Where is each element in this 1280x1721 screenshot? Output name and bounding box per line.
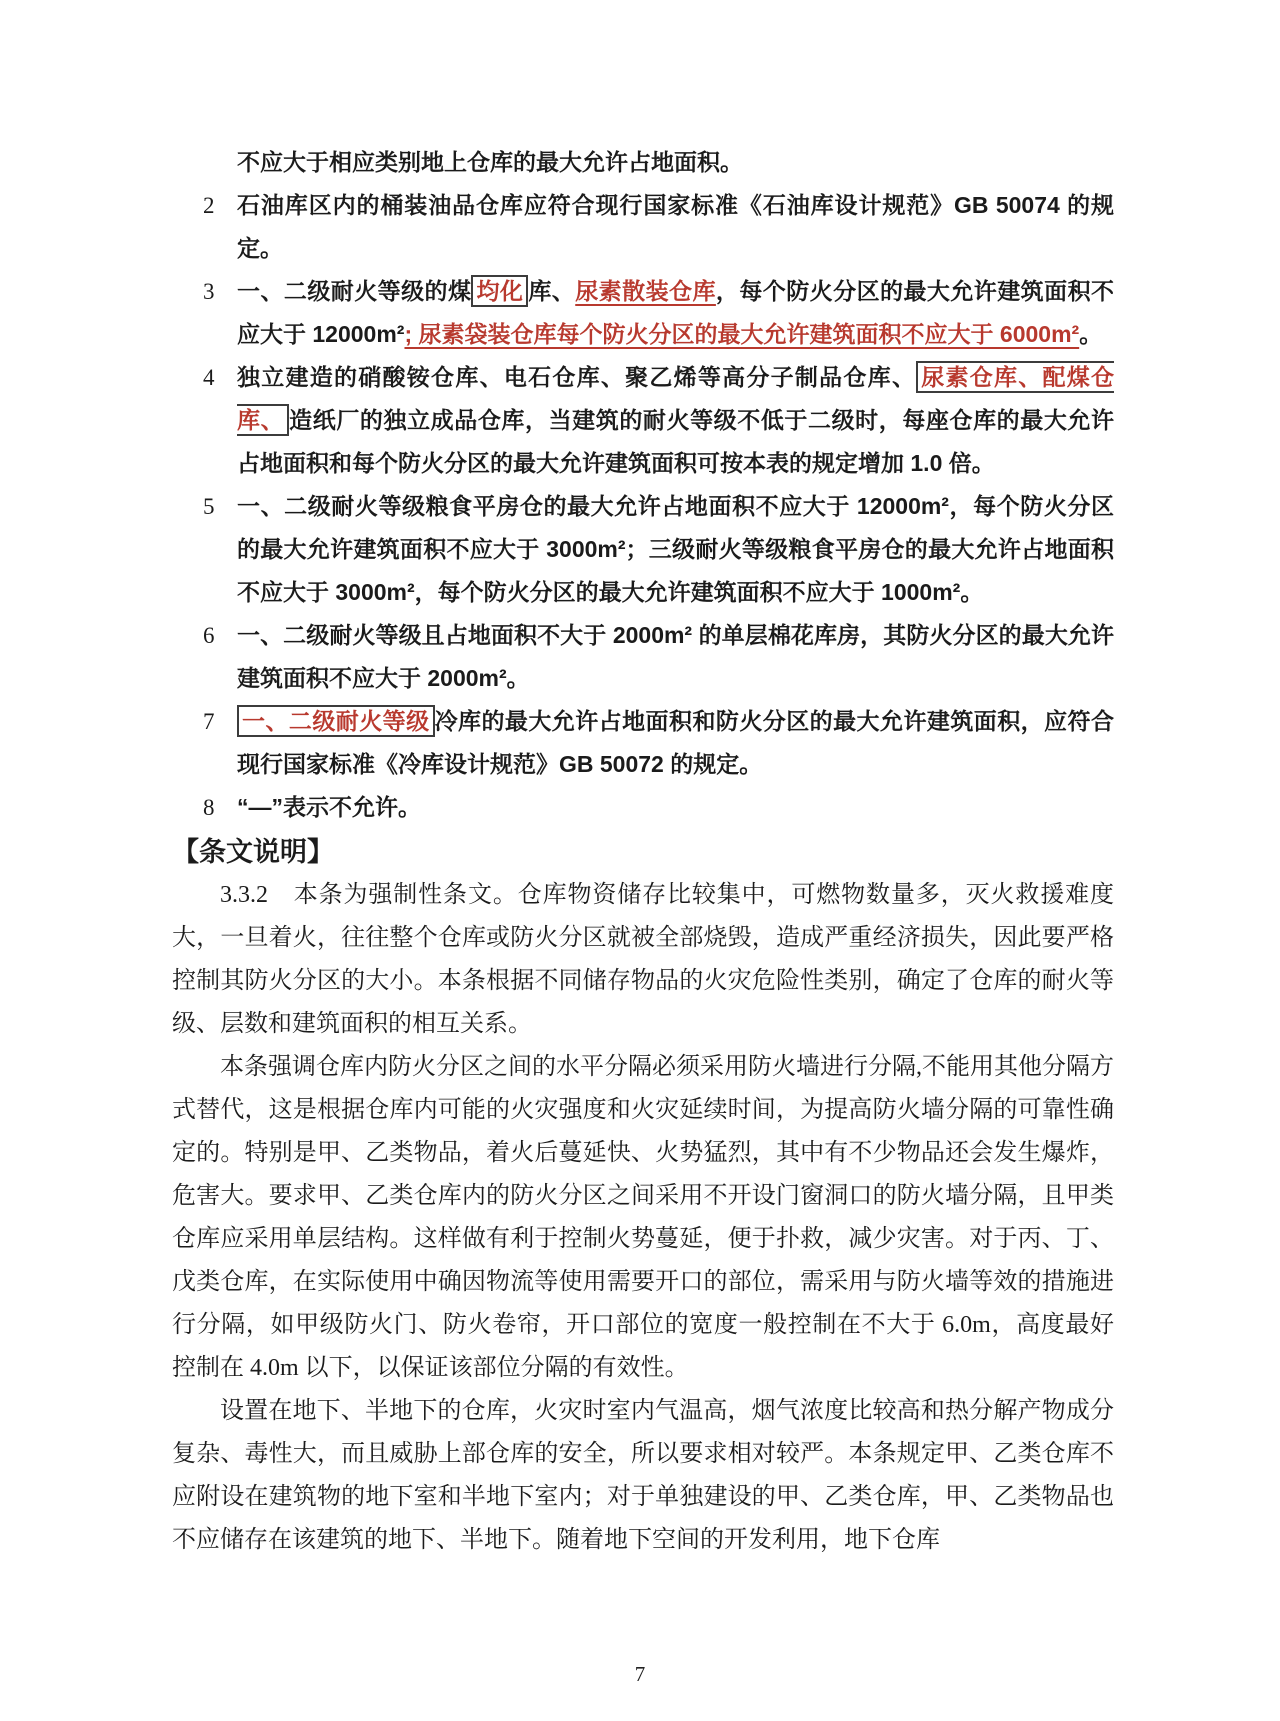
- note-text: 造纸厂的独立成品仓库，当建筑的耐火等级不低于二级时，每座仓库的最大允许占地面积和每个防火分区的最大允许建筑面积可按本表的规定增加 1.0 倍。: [237, 407, 1115, 476]
- note-number: 4: [203, 365, 215, 390]
- note-text: 库、: [528, 278, 576, 304]
- revision-underlined-text: ; 尿素袋装仓库每个防火分区的最大允许建筑面积不应大于 6000m²: [404, 321, 1080, 347]
- note-number: 3: [203, 279, 215, 304]
- note-text: 石油库区内的桶装油品仓库应符合现行国家标准《石油库设计规范》GB 50074 的规定。: [237, 192, 1114, 261]
- note-item-5: [203, 485, 1114, 614]
- note-number: 2: [203, 193, 215, 218]
- note-item-3: [203, 270, 1115, 356]
- note-item-6: [203, 614, 1114, 700]
- note-number: 5: [203, 494, 215, 519]
- revision-boxed-text: 尿素仓库、配煤仓库、: [237, 361, 1114, 436]
- note-item-2: [203, 184, 1114, 270]
- commentary-paragraph-3: 设置在地下、半地下的仓库，火灾时室内气温高，烟气浓度比较高和热分解产物成分复杂、毒性大，而且威胁上部仓库的安全，所以要求相对较严。本条规定甲、乙类仓库不应附设在建筑物的地下室和半地下室内；对于单独建设的甲、乙类仓库，甲、乙类物品也不应储存在该建筑的地下、半地下。随着地下空间的开发利用，地下仓库: [172, 1398, 1114, 1553]
- commentary-header: 【条文说明】: [172, 837, 334, 867]
- note-number: 6: [203, 623, 215, 648]
- note-text: ，每个防火分区的最大允许建筑面积不应大于 12000m²: [237, 278, 1115, 347]
- note-text: 一、二级耐火等级的煤: [237, 278, 472, 304]
- revision-boxed-text: 均化: [471, 275, 528, 307]
- note-text: “—”表示不允许。: [237, 794, 421, 820]
- note-number: 7: [203, 709, 215, 734]
- commentary-paragraph-2: 本条强调仓库内防火分区之间的水平分隔必须采用防火墙进行分隔,不能用其他分隔方式替代，这是根据仓库内可能的火灾强度和火灾延续时间，为提高防火墙分隔的可靠性确定的。特别是甲、乙类物品，着火后蔓延快、火势猛烈，其中有不少物品还会发生爆炸，危害大。要求甲、乙类仓库内的防火分区之间采用不开设门窗洞口的防火墙分隔，且甲类仓库应采用单层结构。这样做有利于控制火势蔓延，便于扑救，减少灾害。对于丙、丁、戊类仓库，在实际使用中确因物流等使用需要开口的部位，需采用与防火墙等效的措施进行分隔，如甲级防火门、防火卷帘，开口部位的宽度一般控制在不大于 6.0m，高度最好控制在 4.0m 以下，以保证该部位分隔的有效性。: [172, 1054, 1114, 1381]
- note-item-7: [203, 700, 1115, 786]
- note-continuation-line: 不应大于相应类别地上仓库的最大允许占地面积。: [237, 149, 743, 175]
- note-item-4: [203, 356, 1115, 485]
- note-text: 一、二级耐火等级粮食平房仓的最大允许占地面积不应大于 12000m²，每个防火分区的最大允许建筑面积不应大于 3000m²；三级耐火等级粮食平房仓的最大允许占地面积不应大于 3000m²，每个防火分区的最大允许建筑面积不应大于 1000m²。: [237, 493, 1114, 605]
- notes-section: [203, 141, 1115, 829]
- note-text: 。: [1079, 321, 1103, 347]
- note-text: 独立建造的硝酸铵仓库、电石仓库、聚乙烯等高分子制品仓库、: [237, 364, 917, 390]
- page-number: 7: [634, 1662, 646, 1686]
- revision-boxed-text: 一、二级耐火等级: [237, 705, 435, 737]
- note-text: 冷库的最大允许占地面积和防火分区的最大允许建筑面积，应符合现行国家标准《冷库设计规范》GB 50072 的规定。: [237, 708, 1115, 777]
- commentary-paragraph-1: 3.3.2 本条为强制性条文。仓库物资储存比较集中，可燃物数量多，灭火救援难度大，一旦着火，往往整个仓库或防火分区就被全部烧毁，造成严重经济损失，因此要严格控制其防火分区的大小。本条根据不同储存物品的火灾危险性类别，确定了仓库的耐火等级、层数和建筑面积的相互关系。: [172, 882, 1114, 1037]
- revision-underlined-text: 尿素散装仓库: [575, 278, 716, 304]
- note-item-8: [203, 786, 1114, 829]
- note-text: 一、二级耐火等级且占地面积不大于 2000m² 的单层棉花库房，其防火分区的最大允许建筑面积不应大于 2000m²。: [237, 622, 1114, 691]
- note-number: 8: [203, 795, 215, 820]
